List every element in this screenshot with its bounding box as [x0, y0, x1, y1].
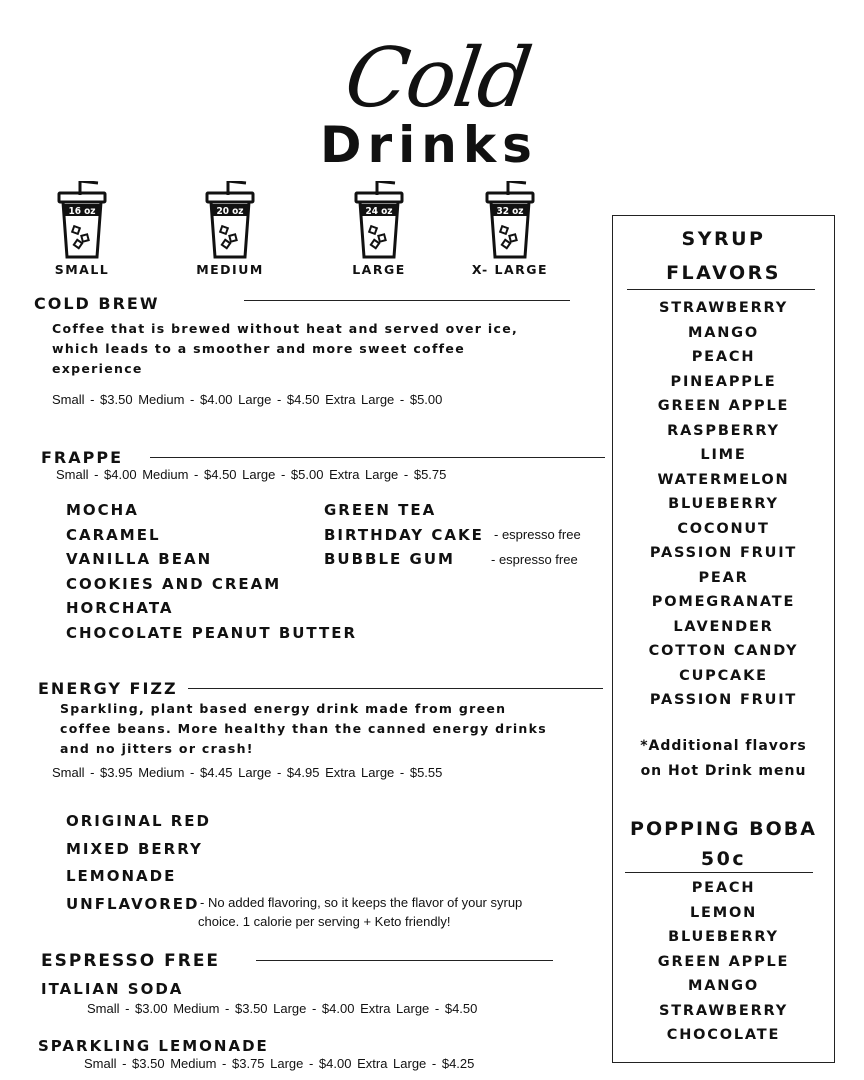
boba-flavor: LEMON: [689, 904, 758, 921]
energy-item: ORIGINAL RED: [66, 812, 211, 830]
syrup-list: [613, 296, 834, 713]
italian-soda-title: ITALIAN SODA: [41, 980, 184, 998]
energy-item: UNFLAVORED: [66, 894, 200, 913]
syrup-note-2: on Hot Drink menu: [640, 763, 807, 779]
cup-oz-label: 24 oz: [365, 206, 393, 217]
boba-rule: [625, 872, 813, 873]
cup-size-label: SMALL: [54, 262, 110, 277]
energy-fizz-list: [66, 808, 211, 918]
cold-brew-title: COLD BREW: [34, 294, 160, 313]
frappe-item: COOKIES AND CREAM: [66, 574, 282, 593]
frappe-item: BIRTHDAY CAKE: [324, 525, 484, 544]
desc-line: which leads to a smoother and more sweet coffee: [52, 341, 465, 356]
frappe-list-2: [324, 498, 484, 572]
syrup-flavor: POMEGRANATE: [651, 594, 796, 610]
boba-flavor: CHOCOLATE: [666, 1027, 781, 1043]
desc-line: coffee beans. More healthy than the canned energy drinks: [60, 721, 547, 736]
boba-flavor: MANGO: [687, 978, 759, 994]
syrup-flavor: PEACH: [691, 349, 756, 365]
syrup-box: [612, 215, 835, 1063]
syrup-flavor: PASSION FRUIT: [649, 692, 798, 708]
syrup-note-1: *Additional flavors: [640, 738, 807, 754]
syrup-flavor: MANGO: [687, 324, 759, 341]
boba-price: 50c: [700, 848, 747, 870]
frappe-item: HORCHATA: [66, 599, 174, 617]
syrup-flavor: LAVENDER: [673, 618, 774, 635]
iced-cup-icon: [54, 181, 110, 259]
syrup-flavor: BLUEBERRY: [668, 496, 779, 512]
unflavored-note-line1: - No added flavoring, so it keeps the flavor of your syrup: [200, 895, 523, 910]
frappe-item: CHOCOLATE PEANUT BUTTER: [66, 623, 358, 642]
frappe-list-1: [66, 498, 357, 645]
desc-line: Sparkling, plant based energy drink made from green: [60, 701, 507, 716]
boba-title: POPPING BOBA: [630, 818, 817, 840]
cup-size-xlarge: [455, 181, 565, 277]
boba-flavor: BLUEBERRY: [668, 929, 779, 945]
cup-size-label: LARGE: [352, 262, 406, 277]
syrup-flavor: PEAR: [698, 569, 749, 586]
syrup-flavor: RASPBERRY: [667, 422, 780, 439]
cup-oz-label: 32 oz: [496, 206, 524, 217]
syrup-title-1: SYRUP: [681, 228, 766, 250]
espresso-free-rule: [256, 960, 553, 961]
iced-cup-icon: [351, 181, 407, 259]
cup-size-small: [27, 181, 137, 277]
syrup-flavor: LIME: [700, 447, 747, 463]
energy-item: LEMONADE: [66, 867, 177, 885]
frappe-item: CARAMEL: [66, 525, 161, 544]
syrup-rule: [627, 289, 815, 290]
espresso-free-note: - espresso free: [494, 527, 581, 542]
frappe-prices: Small - $4.00 Medium - $4.50 Large - $5.00 Extra Large - $5.75: [56, 467, 447, 482]
boba-flavor: GREEN APPLE: [657, 953, 790, 970]
syrup-flavor: COTTON CANDY: [648, 643, 799, 659]
syrup-flavor: STRAWBERRY: [658, 300, 789, 316]
cold-brew-prices: Small - $3.50 Medium - $4.00 Large - $4.50 Extra Large - $5.00: [52, 392, 443, 407]
syrup-flavor: GREEN APPLE: [657, 398, 790, 414]
cold-brew-rule: [244, 300, 570, 301]
italian-soda-prices: Small - $3.00 Medium - $3.50 Large - $4.00 Extra Large - $4.50: [87, 1001, 478, 1016]
energy-fizz-rule: [188, 688, 603, 689]
boba-flavor: STRAWBERRY: [658, 1002, 789, 1019]
espresso-free-note: - espresso free: [491, 552, 578, 567]
cup-size-label: MEDIUM: [196, 262, 264, 277]
energy-fizz-prices: Small - $3.95 Medium - $4.45 Large - $4.95 Extra Large - $5.55: [52, 765, 443, 780]
frappe-item: GREEN TEA: [324, 501, 437, 519]
frappe-title: FRAPPE: [41, 448, 124, 467]
cup-oz-label: 20 oz: [216, 206, 244, 217]
boba-list: [613, 876, 834, 1048]
syrup-flavor: CUPCAKE: [679, 667, 768, 684]
iced-cup-icon: [482, 181, 538, 259]
title-script: Cold: [339, 31, 536, 126]
desc-line: Coffee that is brewed without heat and served over ice,: [52, 321, 519, 336]
energy-fizz-title: ENERGY FIZZ: [38, 679, 178, 698]
cup-size-label: X- LARGE: [471, 262, 549, 277]
energy-item: MIXED BERRY: [66, 839, 203, 858]
syrup-flavor: PINEAPPLE: [670, 373, 777, 390]
frappe-item: VANILLA BEAN: [66, 550, 213, 568]
cup-size-medium: [175, 181, 285, 277]
syrup-flavor: WATERMELON: [657, 471, 790, 488]
iced-cup-icon: [202, 181, 258, 259]
energy-fizz-desc: [60, 699, 547, 759]
syrup-title-2: FLAVORS: [666, 262, 781, 284]
sparkling-lemonade-prices: Small - $3.50 Medium - $3.75 Large - $4.00 Extra Large - $4.25: [84, 1056, 475, 1071]
frappe-rule: [150, 457, 605, 458]
unflavored-note-line2: choice. 1 calorie per serving + Keto friendly!: [198, 914, 451, 929]
desc-line: and no jitters or crash!: [60, 741, 254, 756]
frappe-item: BUBBLE GUM: [324, 550, 455, 568]
desc-line: experience: [52, 361, 143, 376]
cold-brew-desc: [52, 319, 518, 379]
cup-oz-label: 16 oz: [68, 206, 96, 217]
title-main: Drinks: [320, 116, 538, 174]
cup-size-large: [324, 181, 434, 277]
boba-flavor: PEACH: [691, 880, 756, 896]
frappe-item: MOCHA: [66, 501, 139, 519]
syrup-flavor: COCONUT: [677, 520, 770, 537]
espresso-free-title: ESPRESSO FREE: [41, 951, 221, 971]
sparkling-lemonade-title: SPARKLING LEMONADE: [38, 1037, 269, 1055]
syrup-flavor: PASSION FRUIT: [649, 545, 798, 561]
